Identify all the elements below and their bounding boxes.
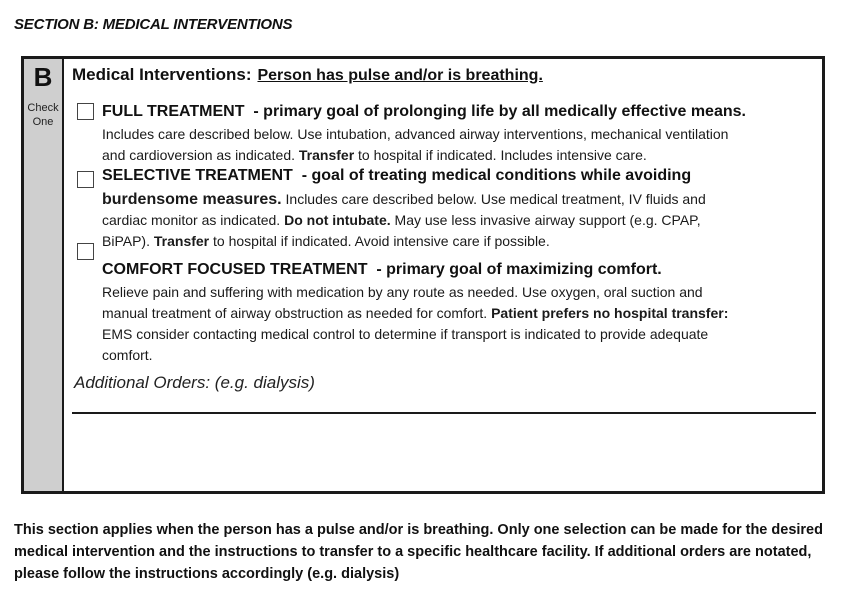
full-treatment-checkbox[interactable] (77, 103, 94, 120)
check-label-line1: Check (27, 102, 59, 114)
check-one-label (24, 101, 62, 129)
check-label-line2: One (32, 116, 54, 128)
selective-treatment-desc-line2 (102, 210, 706, 231)
comfort-treatment-description (102, 282, 728, 366)
full-treatment-heading (102, 103, 746, 121)
comfort-treatment-desc-line3: EMS consider contacting medical control to determine if transport is indicated to provide adequate (102, 326, 709, 342)
comfort-treatment-heading (102, 261, 662, 279)
comfort-treatment-name: COMFORT FOCUSED TREATMENT (102, 261, 368, 278)
desc-text: and cardioversion as indicated. (102, 147, 299, 163)
medical-interventions-form (21, 56, 825, 494)
full-treatment-desc-line1: Includes care described below. Use intubation, advanced airway interventions, mechanical ventilation (102, 126, 729, 142)
selective-treatment-checkbox[interactable] (77, 171, 94, 188)
no-transfer-emphasis: Patient prefers no hospital transfer: (491, 305, 729, 321)
additional-orders-label: Additional Orders: (e.g. dialysis) (74, 373, 315, 392)
desc-text: BiPAP). (102, 233, 154, 249)
full-treatment-name: FULL TREATMENT (102, 103, 245, 120)
desc-text: May use less invasive airway support (e.g. CPAP, (390, 212, 701, 228)
selective-treatment-description (102, 189, 706, 252)
desc-text: cardiac monitor as indicated. (102, 212, 285, 228)
comfort-treatment-goal: - primary goal of maximizing comfort. (376, 261, 662, 278)
form-title (72, 65, 543, 85)
section-letter: B (33, 62, 53, 92)
full-treatment-goal: - primary goal of prolonging life by all medically effective means. (253, 103, 746, 120)
section-side-column (24, 59, 64, 491)
selective-treatment-name: SELECTIVE TREATMENT (102, 167, 293, 184)
transfer-emphasis: Transfer (153, 233, 210, 249)
desc-text: to hospital if indicated. Avoid intensive care if possible. (209, 233, 550, 249)
selective-treatment-goal: - goal of treating medical conditions while avoiding (301, 167, 692, 184)
comfort-treatment-checkbox[interactable] (77, 243, 94, 260)
comfort-treatment-desc-line2 (102, 303, 728, 324)
do-not-intubate-emphasis: Do not intubate. (284, 212, 391, 228)
selective-treatment-desc-line3 (102, 231, 706, 252)
selective-goal-line2: burdensome measures. (102, 191, 282, 208)
full-treatment-desc-line2 (102, 145, 728, 166)
section-heading: SECTION B: MEDICAL INTERVENTIONS (14, 16, 293, 33)
comfort-treatment-desc-line4: comfort. (102, 347, 153, 363)
title-main: Medical Interventions: (72, 65, 252, 84)
desc-text: manual treatment of airway obstruction as needed for comfort. (102, 305, 492, 321)
additional-orders-field[interactable] (64, 415, 822, 491)
selective-treatment-desc-line1 (102, 189, 706, 210)
additional-orders-line (72, 412, 816, 414)
title-subtitle: Person has pulse and/or is breathing. (257, 67, 543, 84)
desc-text: to hospital if indicated. Includes intensive care. (354, 147, 647, 163)
footer-note: This section applies when the person has a pulse and/or is breathing. Only one selection can be made for the desired medical intervention and the instructions to transfer to a specific healthcare facility. If additional orders are notated, please follow the instructions accordingly (e.g. dialysis) (14, 522, 823, 582)
full-treatment-description (102, 124, 728, 166)
desc-text: Includes care described below. Use medical treatment, IV fluids and (281, 191, 706, 207)
selective-treatment-heading (102, 167, 691, 185)
transfer-emphasis: Transfer (298, 147, 355, 163)
comfort-treatment-desc-line1: Relieve pain and suffering with medication by any route as needed. Use oxygen, oral suction and (102, 284, 703, 300)
